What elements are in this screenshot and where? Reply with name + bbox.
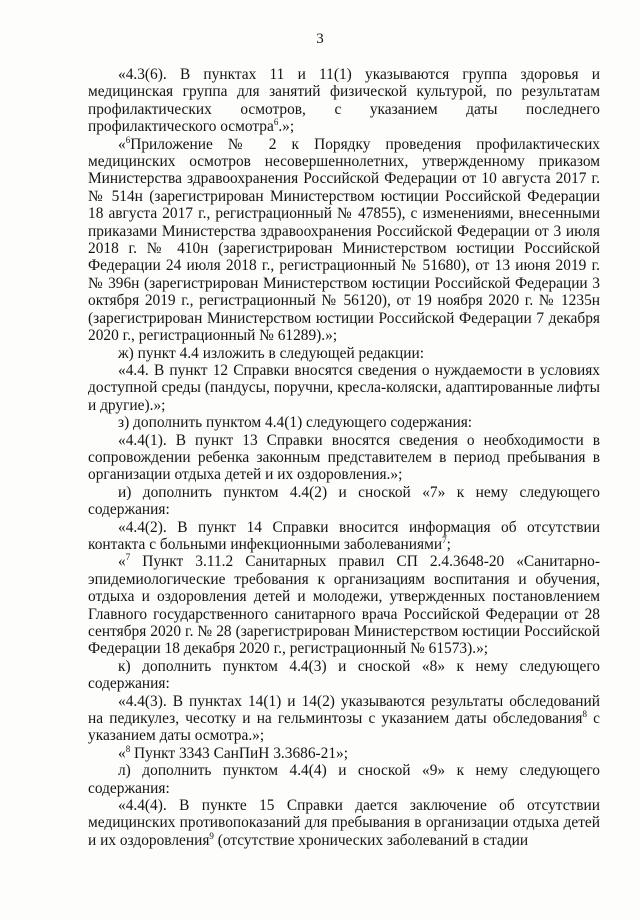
paragraph-4-3-6: «4.3(6). В пунктах 11 и 11(1) указываются группа здоровья и медицинская группа для занятий физической культурой, по результатам профилактических осмотров, с указанием даты последнего профилактического осмотра$^6$.»; (88, 66, 600, 136)
footnote-marker: 7 (442, 534, 447, 545)
footnote-marker: 9 (209, 830, 214, 841)
footnote-6: «$^6$Приложение № 2 к Порядку проведения профилактических медицинских осмотров несовершеннолетних, утвержденному приказом Министерства здравоохранения Российской Федерации от 10 августа 2017 г. № 514н (зарегистрирован Министерством юстиции Российской Федерации 18 августа 2017 г., регистрационный № 47855), с изменениями, внесенными приказами Министерства здравоохранения Российской Федерации от 3 июля 2018 г. № 410н (зарегистрирован Министерством юстиции Российской Федерации 24 июля 2018 г., регистрационный № 51680), от 13 июня 2019 г. № 396н (зарегистрирован Министерством юстиции Российской Федерации 3 октября 2019 г., регистрационный № 56120), от 19 ноября 2020 г. № 1235н (зарегистрирован Министерством юстиции Российской Федерации 7 декабря 2020 г., регистрационный № 61289).»; (88, 134, 600, 345)
paragraph-4-4-1: «4.4(1). В пункт 13 Справки вносятся сведения о необходимости в сопровождении ребенка законным представителем в период пребывания в организации отдыха детей и их оздоровления.»; (88, 431, 600, 484)
item-zh: ж) пункт 4.4 изложить в следующей редакции: (118, 344, 424, 362)
footnote-marker: 8 (125, 743, 131, 754)
item-l: л) дополнить пунктом 4.4(4) и сноской «9» к нему следующего содержания: (88, 762, 600, 797)
item-i: и) дополнить пунктом 4.4(2) и сноской «7» к нему следующего содержания: (88, 483, 600, 519)
footnote-7: «$^7$ Пункт 3.11.2 Санитарных правил СП 2.4.3648-20 «Санитарно-эпидемиологические требования к организациям воспитания и обучения, отдыха и оздоровления детей и молодежи, утвержденных постановлением Главного государственного санитарного врача Российской Федерации от 28 сентября 2020 г. № 28 (зарегистрирован Министерством юстиции Российской Федерации 18 декабря 2020 г., регистрационный № 61573).»; (88, 552, 600, 658)
footnote-marker: 8 (582, 709, 588, 720)
document-body (88, 66, 600, 849)
paragraph-4-4-3: «4.4(3). В пунктах 14(1) и 14(2) указываются результаты обследований на педикулез, чесотку и на гельминтозы с указанием даты обследования$^8$ с указанием даты осмотра.»; (88, 692, 600, 745)
paragraph-4-4-2: «4.4(2). В пункт 14 Справки вносится информация об отсутствии контакта с больными инфекционными заболеваниями$^7$; (88, 518, 600, 553)
page-number: 3 (316, 31, 324, 47)
item-k: к) дополнить пунктом 4.4(3) и сноской «8» к нему следующего содержания: (88, 657, 600, 693)
paragraph-4-4-4: «4.4(4). В пункте 15 Справки дается заключение об отсутствии медицинских противопоказаний для пребывания в организации отдыха детей и их оздоровления$^9$ (отсутствие хронических заболеваний в стадии (88, 797, 600, 849)
footnote-marker: 6 (273, 117, 279, 128)
footnote-8: «$^8$ Пункт 3343 СанПиН 3.3686-21»; (118, 743, 349, 762)
item-z: з) дополнить пунктом 4.4(1) следующего содержания: (118, 414, 473, 432)
footnote-marker: 7 (125, 552, 131, 563)
paragraph-4-4: «4.4. В пункт 12 Справки вносятся сведения о нуждаемости в условиях доступной среды (пандусы, поручни, кресла-коляски, адаптированные лифты и другие).»; (88, 361, 600, 414)
footnote-marker: 6 (125, 134, 131, 145)
